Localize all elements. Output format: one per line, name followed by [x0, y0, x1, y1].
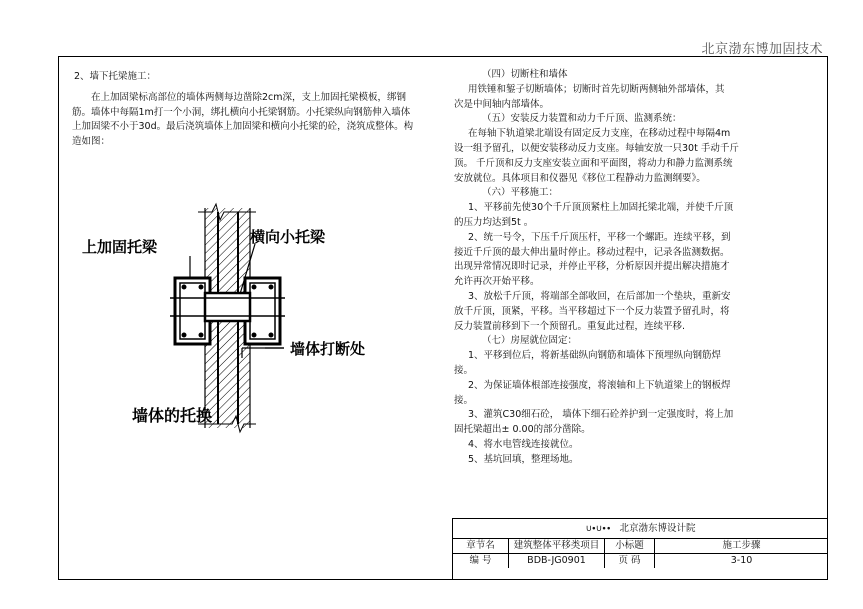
number-value: BDB-JG0901 [509, 554, 605, 568]
number-label: 编 号 [453, 554, 509, 568]
section-title: 2、墙下托梁施工： [74, 71, 157, 82]
title-block [452, 518, 828, 580]
text-line: 固托梁超出± 0.00的部分凿除。 [454, 424, 591, 436]
figure-caption: 墙体的托换 [132, 406, 213, 425]
text-line: 顶。 千斤顶和反力支座安装立面和平面图，将动力和静力监测系统 [454, 157, 733, 169]
chapter-label: 章节名 [453, 539, 509, 553]
text-line: 的压力均达到5t 。 [454, 216, 534, 228]
text-line: 接。 [454, 394, 474, 406]
company-logo-icon: ∪∙∪∙∙ [585, 524, 611, 534]
text-line: 接近千斤顶的最大伸出量时停止。移动过程中，记录各监测数据。 [454, 246, 730, 258]
text-line: （四）切断柱和墙体 [482, 69, 568, 80]
wall-underpinning-figure [82, 198, 400, 438]
text-line: 出现异常情况即时记录，并停止平移，分析原因并提出解决措施才 [454, 261, 730, 273]
text-line: 反力装置前移到下一个预留孔。重复此过程，连续平移. [454, 320, 686, 332]
text-line: 安放就位。具体项目和仪器见《移位工程静动力监测纲要》。 [454, 172, 706, 184]
subtitle-label: 小标题 [605, 539, 655, 553]
right-column [454, 68, 800, 468]
text-line: 4、将水电管线连接就位。 [468, 438, 579, 450]
text-line: （七）房屋就位固定： [482, 335, 578, 347]
left-column [72, 68, 417, 150]
chapter-value: 建筑整体平移类项目 [509, 539, 605, 553]
page-value: 3-10 [730, 555, 753, 566]
text-line: 3、放松千斤顶，将端部全部收回，在后部加一个垫块，重新安 [468, 290, 731, 302]
subtitle-value: 施工步骤 [722, 540, 761, 551]
text-line: 用铁锤和錾子切断墙体；切断时首先切断两侧轴外部墙体，其 [468, 83, 725, 95]
title-block-row [453, 539, 828, 554]
header-company-name: 北京渤东博加固技术 [701, 42, 823, 57]
text-line: 次是中间轴内部墙体。 [454, 98, 550, 110]
text-line: 放千斤顶，顶紧，平移。当平移超过下一个反力装置予留孔时，将 [454, 305, 730, 317]
text-line: 5、基坑回填，整理场地。 [468, 453, 579, 465]
text-line: 1、平移前先使30个千斤顶顶紧柱上加固托梁北端，并使千斤顶 [468, 202, 734, 214]
label-cross-beam: 横向小托梁 [250, 228, 326, 246]
text-line: 3、灌筑C30细石砼， 墙体下细石砼养护到一定强度时，将上加 [468, 409, 734, 421]
title-block-company-row [453, 519, 828, 539]
text-line: 接。 [454, 364, 474, 376]
text-line: 设一组予留孔，以便安装移动反力支座。每轴安放一只30t 手动千斤 [454, 142, 739, 154]
title-block-company: 北京渤东博设计院 [619, 523, 696, 534]
text-line: （六）平移施工： [482, 187, 559, 199]
text-line: 允许再次开始平移。 [454, 276, 540, 288]
label-top-beam: 上加固托梁 [82, 238, 158, 256]
text-line: 1、平移到位后，将新基础纵向钢筋和墙体下预埋纵向钢筋焊 [468, 350, 722, 362]
text-line: 2、为保证墙体根部连接强度，将滚轴和上下轨道梁上的钢板焊 [468, 379, 731, 391]
cross-beam [205, 293, 250, 321]
text-line: 在每轴下轨道梁北端设有固定反力支座，在移动过程中每隔4m [468, 128, 731, 140]
text-line: 2、统一号令，下压千斤顶压杆，平移一个螺距。连续平移，到 [468, 231, 731, 243]
text-line: （五）安装反力装置和动力千斤顶、监测系统： [482, 113, 682, 125]
label-wall-break: 墙体打断处 [290, 340, 366, 358]
left-paragraph: 在上加固梁标高部位的墙体两侧每边凿除2cm深，支上加固托梁模板，绑钢筋。墙体中每隔1m打一个小洞，绑扎横向小托梁钢筋。小托梁纵向钢筋伸入墙体上加固梁不小于30d。最后浇筑墙体上加固梁和横向小托梁的砼，浇筑成整体。构造如图： [72, 91, 414, 148]
page-label: 页 码 [605, 554, 655, 568]
title-block-row [453, 554, 828, 568]
